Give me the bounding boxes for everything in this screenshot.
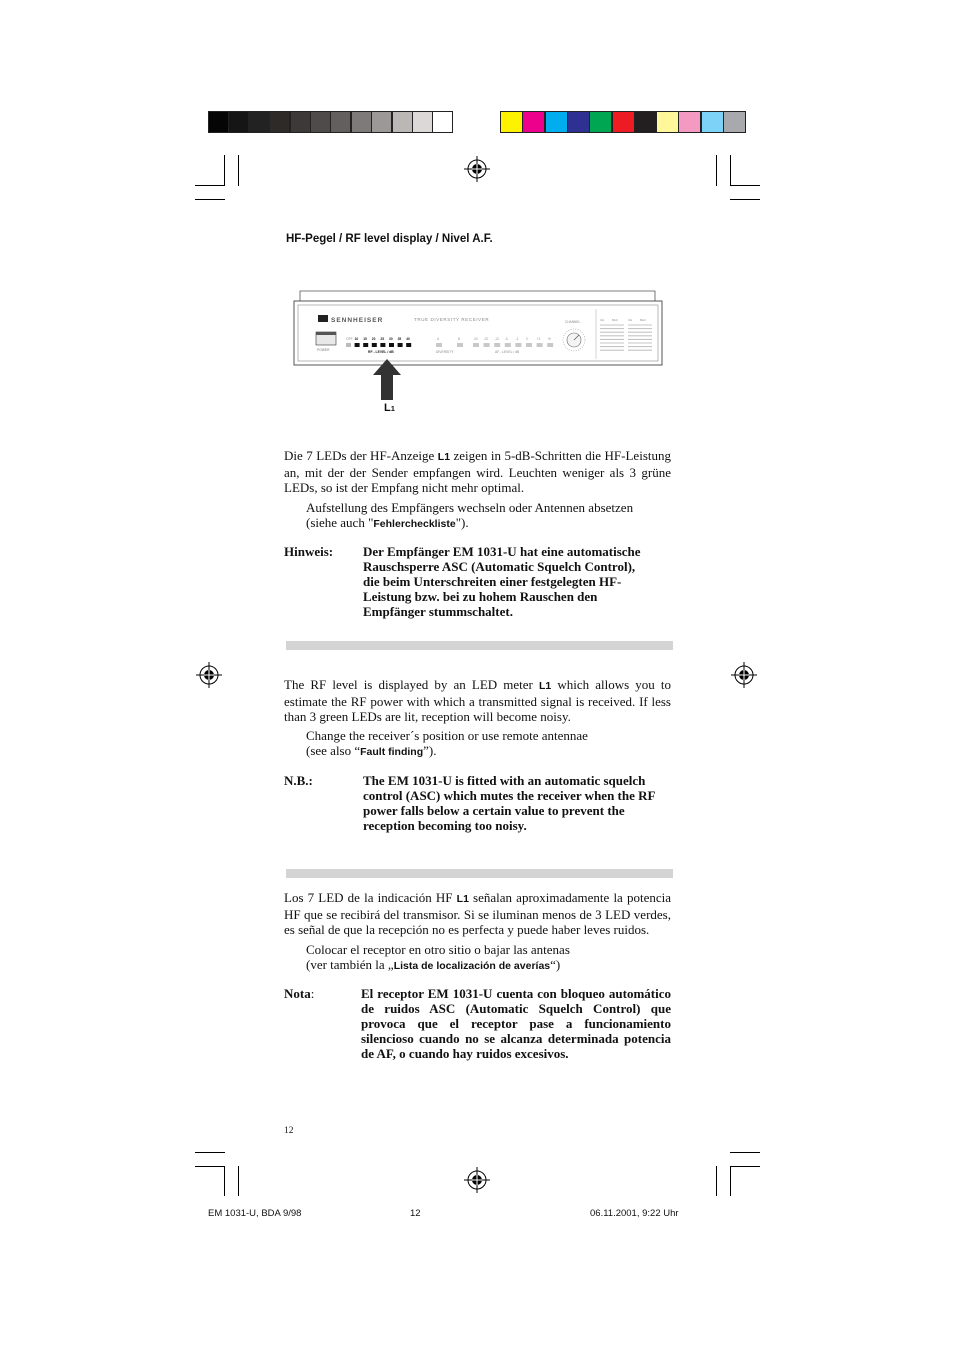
- registration-mark-icon: [196, 662, 222, 688]
- rf-led: [355, 343, 360, 347]
- af-scale-label: +3: [536, 337, 541, 341]
- color-swatch: [589, 111, 612, 133]
- registration-mark-icon: [731, 662, 757, 688]
- af-led: [473, 343, 479, 347]
- german-note-text: Der Empfänger EM 1031-U hat eine automatische Rauschsperre ASC (Automatic Squelch Control), die beim Unterschreiten einer festgelegten HF-Leistung bzw. bei zu hohem Rauschen den Empfänger stummschaltet.: [363, 544, 641, 619]
- af-led: [526, 343, 532, 347]
- color-swatch: [723, 111, 746, 133]
- color-swatch: [678, 111, 701, 133]
- registration-mark-icon: [464, 1167, 490, 1193]
- diversity-label: DIVERSITY: [436, 350, 454, 354]
- callout-letter: L: [384, 402, 391, 414]
- callout-subscript: 1: [390, 404, 395, 413]
- section-heading: HF-Pegel / RF level display / Nivel A.F.: [286, 233, 493, 245]
- german-instruction: Aufstellung des Empfängers wechseln oder Antennen absetzen (siehe auch "Fehlercheckliste").: [306, 500, 634, 530]
- af-scale-label: -3: [515, 337, 519, 341]
- crop-mark: [195, 1166, 225, 1167]
- af-scale-label: -10: [494, 337, 499, 341]
- channel-table-header: CH: [628, 318, 633, 322]
- diversity-antenna-label: A: [437, 337, 440, 341]
- gray-swatch: [228, 111, 249, 133]
- color-swatch: [500, 111, 523, 133]
- rf-level-label: RF - LEVEL / dB: [368, 350, 394, 354]
- rf-scale-label: 15: [363, 337, 367, 341]
- gray-swatch: [330, 111, 351, 133]
- af-led: [484, 343, 490, 347]
- diversity-led: [457, 343, 463, 347]
- callout-label: [384, 402, 395, 414]
- registration-mark-icon: [464, 156, 490, 182]
- color-swatch: [612, 111, 635, 133]
- gray-swatch: [310, 111, 331, 133]
- crop-mark: [730, 199, 760, 200]
- receiver-front-panel-illustration: [290, 287, 665, 373]
- crop-mark: [730, 1152, 760, 1153]
- crop-mark: [224, 1166, 225, 1196]
- crop-mark: [195, 199, 225, 200]
- af-led: [537, 343, 543, 347]
- footer-right: 06.11.2001, 9:22 Uhr: [590, 1208, 679, 1219]
- rf-led: [398, 343, 403, 347]
- af-led: [505, 343, 511, 347]
- section-divider: [286, 869, 673, 878]
- german-paragraph: Die 7 LEDs der HF-Anzeige L1 zeigen in 5-dB-Schritten die HF-Leistung an, mit der der Sender empfangen wird. Leuchten weniger als 3 grüne LEDs, so ist der Empfang nicht mehr optimal.: [284, 448, 671, 495]
- page-number: 12: [284, 1126, 294, 1136]
- crop-mark: [716, 1166, 717, 1196]
- cross-reference: Fehlercheckliste: [373, 518, 456, 530]
- crop-mark: [224, 155, 225, 186]
- gray-swatch: [412, 111, 433, 133]
- crop-mark: [238, 155, 239, 186]
- led-reference: L1: [456, 893, 469, 905]
- footer-center: 12: [410, 1208, 421, 1219]
- diversity-led: [436, 343, 442, 347]
- gray-swatch: [351, 111, 372, 133]
- power-label: POWER: [317, 348, 330, 352]
- model-label: TRUE DIVERSITY RECEIVER: [414, 317, 490, 322]
- color-swatch: [522, 111, 545, 133]
- channel-table-header: MHz: [640, 318, 646, 322]
- af-scale-label: +6: [547, 337, 551, 341]
- led-reference: L1: [437, 451, 451, 463]
- section-divider: [286, 641, 673, 650]
- af-led: [515, 343, 521, 347]
- af-led: [547, 343, 553, 347]
- rf-scale-label: 30: [389, 337, 393, 341]
- german-note-label: Hinweis:: [284, 544, 334, 559]
- crop-mark: [730, 155, 731, 186]
- rf-scale-label: 40: [406, 337, 410, 341]
- crop-mark: [730, 1166, 760, 1167]
- rf-led: [372, 343, 377, 347]
- channel-label: CHANNEL: [565, 320, 581, 324]
- gray-swatch: [432, 111, 453, 133]
- brand-name: SENNHEISER: [331, 317, 384, 324]
- spanish-instruction: Colocar el receptor en otro sitio o bajar las antenas (ver también la „Lista de localización de averías“): [306, 942, 570, 972]
- channel-table-header: CH: [600, 318, 605, 322]
- channel-table-header: MHz: [612, 318, 618, 322]
- color-swatch: [656, 111, 679, 133]
- rf-scale-label: 25: [380, 337, 385, 341]
- rf-scale-label: OFF: [346, 337, 353, 341]
- rf-scale-label: 10: [354, 337, 359, 341]
- af-level-label: AF - LEVEL / dB: [495, 350, 520, 354]
- color-swatch: [567, 111, 590, 133]
- gray-swatch: [392, 111, 413, 133]
- english-instruction: Change the receiver´s position or use remote antennae (see also “Fault finding”).: [306, 728, 588, 758]
- color-swatch: [634, 111, 657, 133]
- spanish-note-label: Nota:: [284, 986, 315, 1001]
- english-note-label: N.B.:: [284, 773, 313, 788]
- rf-led: [363, 343, 368, 347]
- color-swatch: [545, 111, 568, 133]
- af-scale-label: -6: [504, 337, 508, 341]
- gray-swatch: [208, 111, 229, 133]
- af-led: [494, 343, 500, 347]
- crop-mark: [730, 1166, 731, 1196]
- rf-led: [389, 343, 394, 347]
- crop-mark: [195, 185, 225, 186]
- rf-led: [346, 343, 351, 347]
- spanish-note-text: El receptor EM 1031-U cuenta con bloqueo automático de ruidos ASC (Automatic Squelch Control) que provoca que el receptor pase a funcionamiento silencioso cuando no se alcanza determinada potencia de AF, o cuando hay ruidos excesivos.: [361, 986, 671, 1061]
- crop-mark: [195, 1152, 225, 1153]
- english-note-text: The EM 1031-U is fitted with an automatic squelch control (ASC) which mutes the receiver when the RF power falls below a certain value to prevent the reception becoming too noisy.: [363, 773, 655, 833]
- crop-mark: [238, 1166, 239, 1196]
- crop-mark: [730, 185, 760, 186]
- callout-arrow-icon: [372, 359, 402, 401]
- gray-swatch: [371, 111, 392, 133]
- rf-led: [380, 343, 385, 347]
- cross-reference: Fault finding: [360, 746, 424, 758]
- af-scale-label: -20: [483, 337, 489, 341]
- cross-reference: Lista de localización de averías: [393, 960, 551, 972]
- english-paragraph: The RF level is displayed by an LED meter L1 which allows you to estimate the RF power with which a transmitted signal is received. If less than 3 green LEDs are lit, reception will become noisy.: [284, 677, 671, 724]
- af-scale-label: -30: [473, 337, 478, 341]
- diversity-antenna-label: B: [458, 337, 461, 341]
- rf-led: [406, 343, 411, 347]
- gray-swatch: [249, 111, 270, 133]
- footer-left: EM 1031-U, BDA 9/98: [208, 1208, 302, 1219]
- crop-mark: [716, 155, 717, 186]
- led-reference: L1: [538, 680, 552, 692]
- color-swatch: [701, 111, 724, 133]
- rf-scale-label: 35: [397, 337, 402, 341]
- af-scale-label: 0: [526, 337, 528, 341]
- gray-swatch: [290, 111, 311, 133]
- gray-swatch: [269, 111, 290, 133]
- spanish-paragraph: Los 7 LED de la indicación HF L1 señalan aproximadamente la potencia HF que se recibirá del transmisor. Si se iluminan menos de 3 LED verdes, es señal de que la recepción no es perfecta y puede haber leves ruidos.: [284, 890, 671, 937]
- rf-scale-label: 20: [371, 337, 376, 341]
